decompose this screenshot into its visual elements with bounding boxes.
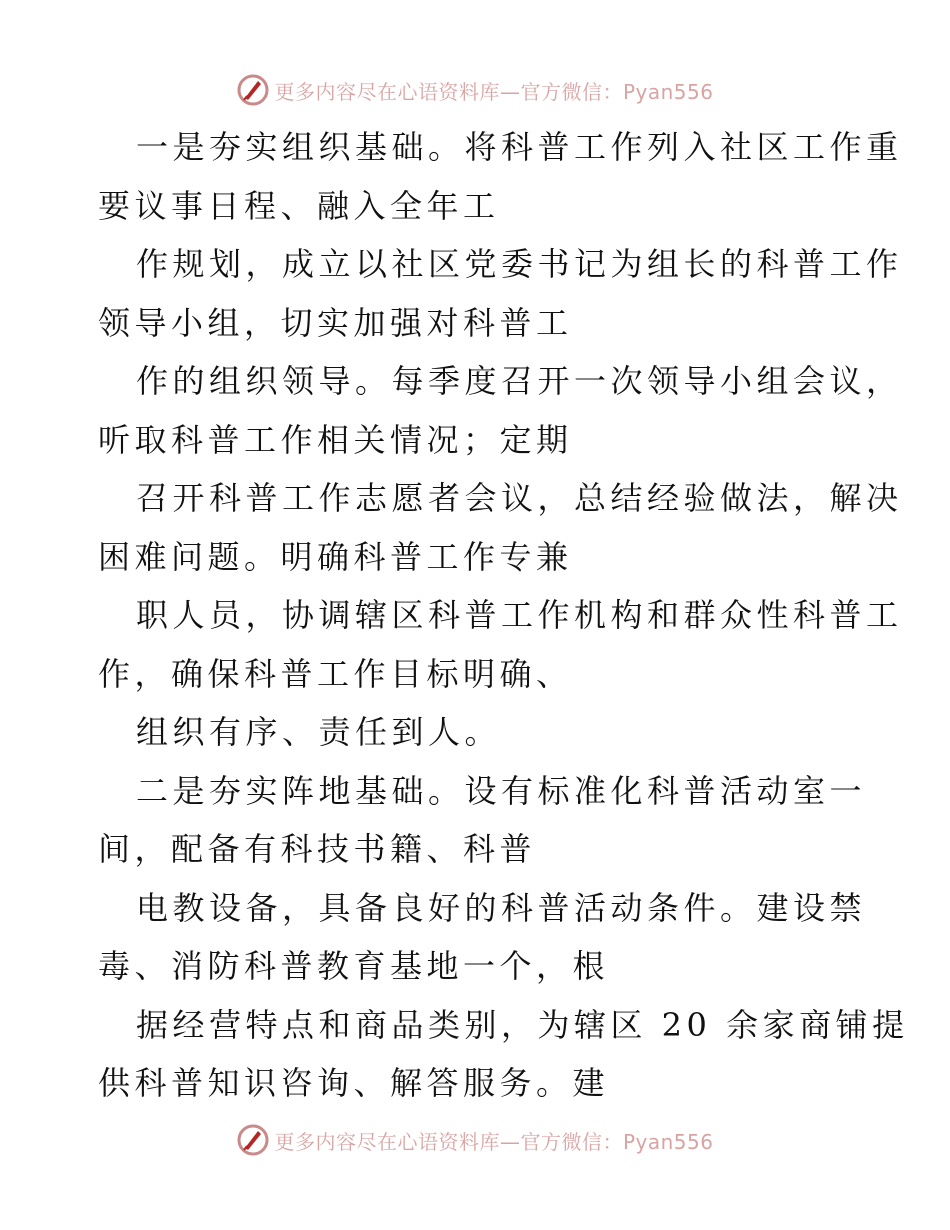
text-line: 一是夯实组织基础。将科普工作列入社区工作重 [136,128,903,166]
header-watermark [0,70,950,110]
watermark-text: 更多内容尽在心语资料库—官方微信：Pyan556 [274,1129,714,1154]
text-line: 据经营特点和商品类别，为辖区 20 余家商铺提 [136,1005,909,1044]
text-line: 领导小组，切实加强对科普工 [98,303,573,342]
watermark-text: 更多内容尽在心语资料库—官方微信：Pyan556 [274,79,714,104]
text-line: 间，配备有科技书籍、科普 [98,830,537,868]
document-body [98,118,909,1113]
text-line: 听取科普工作相关情况；定期 [98,420,573,459]
text-line: 组织有序、责任到人。 [136,713,502,751]
feather-pen-logo-icon [236,73,270,107]
text-line: 召开科普工作志愿者会议，总结经验做法，解决 [136,479,903,517]
text-line: 要议事日程、融入全年工 [98,186,500,225]
text-line: 电教设备，具备良好的科普活动条件。建设禁 [136,888,867,927]
text-line: 作，确保科普工作目标明确、 [98,654,573,693]
text-line: 毒、消防科普教育基地一个，根 [98,947,610,985]
text-line: 职人员，协调辖区科普工作机构和群众性科普工 [136,596,903,634]
text-line: 作规划，成立以社区党委书记为组长的科普工作 [136,245,903,283]
text-line: 作的组织领导。每季度召开一次领导小组会议， [136,362,903,400]
feather-pen-logo-icon [236,1123,270,1157]
text-line: 二是夯实阵地基础。设有标准化科普活动室一 [136,771,867,810]
footer-watermark [0,1120,950,1160]
text-line: 困难问题。明确科普工作专兼 [98,537,573,576]
text-line: 供科普知识咨询、解答服务。建 [98,1064,610,1102]
